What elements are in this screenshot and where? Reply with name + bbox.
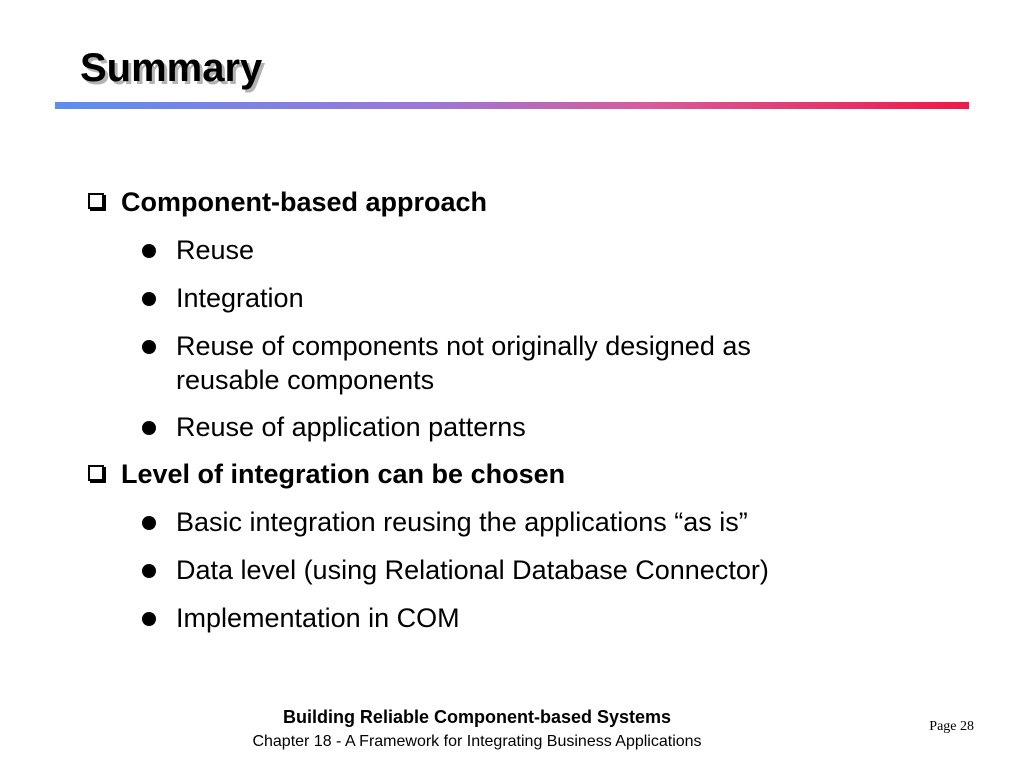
footer-subtitle: Chapter 18 - A Framework for Integrating Business Applications bbox=[252, 733, 702, 750]
bullet-icon bbox=[142, 340, 156, 354]
checkbox-bullet-icon bbox=[88, 465, 104, 481]
bullet-icon bbox=[142, 244, 156, 258]
footer-title: Building Reliable Component-based Systems bbox=[282, 707, 672, 727]
list-item-text: Reuse of application patterns bbox=[176, 412, 526, 442]
section-heading-text: Level of integration can be chosen bbox=[121, 459, 566, 489]
list-item-text: Basic integration reusing the applications “as is” bbox=[176, 507, 748, 537]
list-item-text: Data level (using Relational Database Connector) bbox=[176, 555, 769, 585]
slide-title: Summary bbox=[80, 46, 263, 90]
page-number: Page 28 bbox=[929, 719, 974, 734]
list-item-text: Implementation in COM bbox=[176, 603, 460, 633]
checkbox-bullet-icon bbox=[88, 193, 104, 209]
bullet-icon bbox=[142, 612, 156, 626]
bullet-icon bbox=[142, 564, 156, 578]
section-heading-text: Component-based approach bbox=[121, 187, 488, 217]
list-item-text: Reuse bbox=[176, 235, 255, 265]
bullet-icon bbox=[142, 421, 156, 435]
list-item-text: reusable components bbox=[176, 365, 435, 395]
list-item-text: Reuse of components not originally designed as bbox=[176, 331, 751, 361]
list-item-text: Integration bbox=[176, 283, 304, 313]
bullet-icon bbox=[142, 292, 156, 306]
bullet-icon bbox=[142, 516, 156, 530]
